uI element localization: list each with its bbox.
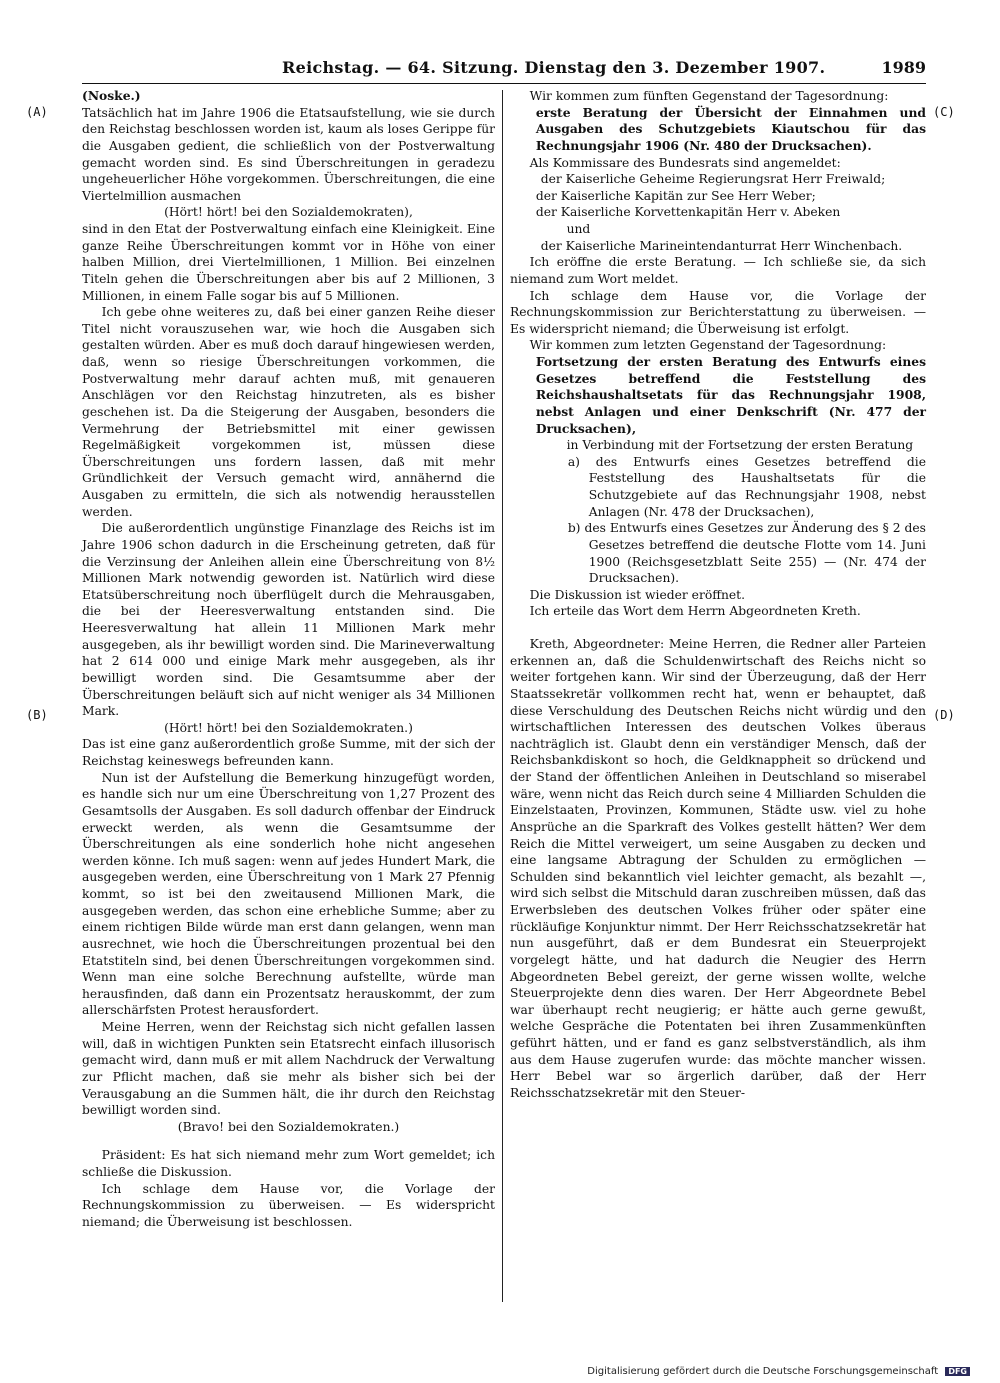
- page-number: 1989: [881, 58, 926, 77]
- paragraph: Tatsächlich hat im Jahre 1906 die Etatsaufstellung, wie sie durch den Reichstag beschlossen worden ist, kaum als loses Gerippe für die Ausgaben gedient, die schließlich von der Postverwaltung gemacht worden sind. Es sind Überschreitungen in geradezu ungeheuerlicher Höhe vorgekommen. Überschreitungen, die eine Viertelmillion ausmachen: [82, 105, 495, 203]
- margin-mark-a: (A): [26, 105, 48, 119]
- paragraph: Wir kommen zum letzten Gegenstand der Tagesordnung:: [529, 338, 887, 353]
- margin-mark-c: (C): [933, 105, 955, 119]
- interjection: (Hört! hört! bei den Sozialdemokraten.): [164, 720, 413, 735]
- commissioner: der Kaiserliche Marineintendanturrat Herr Winchenbach.: [540, 238, 903, 253]
- paragraph: Ich eröffne die erste Beratung. — Ich schließe sie, da sich niemand zum Wort meldet.: [510, 255, 926, 286]
- interjection: (Hört! hört! bei den Sozialdemokraten),: [164, 205, 413, 220]
- footer: [587, 1366, 970, 1377]
- paragraph: Ich erteile das Wort dem Herrn Abgeordneten Kreth.: [529, 604, 861, 619]
- paragraph: Ich gebe ohne weiteres zu, daß bei einer ganzen Reihe dieser Titel nicht vorauszusehen war, wie hoch die Ausgaben sich gestalten würden. Aber es muß doch darauf hingewiesen werden, daß, wenn so riesige Überschreitungen vorkommen, die Postverwaltung mehr darauf achten muß, mit genaueren Anschlägen vor den Reichstag hinzutreten, als es bisher geschehen ist. Da die Steigerung der Ausgaben, besonders die Vermehrung der Betriebsmittel mit einer gewissen Regelmäßigkeit vorgekommen ist, müssen diese Überschreitungen uns fordern lassen, daß mit mehr Gründlichkeit der Versuch gemacht wird, annähernd die Ausgaben zu ermitteln, die sich als notwendig herausstellen werden.: [82, 305, 495, 519]
- agenda-item: Fortsetzung der ersten Beratung des Entwurfs eines Gesetzes betreffend die Feststellung des Reichshaushaltsetats für das Rechnungsjahr 1908, nebst Anlagen und einer Denkschrift (Nr. 477 der Drucksachen),: [535, 354, 926, 436]
- header-rule: [82, 83, 926, 84]
- speaker-tag: (Noske.): [82, 88, 141, 103]
- column-divider: [502, 90, 503, 1302]
- page-header: [82, 58, 926, 80]
- paragraph: Als Kommissare des Bundesrats sind angemeldet:: [529, 155, 841, 170]
- paragraph: Das ist eine ganz außerordentlich große Summe, mit der sich der Reichstag keineswegs befreunden kann.: [82, 737, 495, 768]
- left-column: [82, 88, 495, 1231]
- paragraph: Ich schlage dem Hause vor, die Vorlage der Rechnungskommission zu überweisen. — Es widerspricht niemand; die Überweisung ist beschlossen.: [82, 1181, 495, 1229]
- paragraph: Die außerordentlich ungünstige Finanzlage des Reichs ist im Jahre 1906 schon dadurch in die Erscheinung getreten, daß für die Verzinsung der Anleihen allein eine Überschreitung von 8½ Millionen Mark notwendig geworden ist. Natürlich wird diese Etatsüberschreitung noch überflügelt durch die Mehrausgaben, die bei der Heeresverwaltung entstanden sind. Die Heeresverwaltung hat allein 11 Millionen Mark mehr ausgegeben, als ihr bewilligt worden sind. Die Marineverwaltung hat 2 614 000 und einige Mark mehr ausgegeben, als ihr bewilligt worden sind. Die Gesamtsumme aber der Überschreitungen beläuft sich auf nicht weniger als 34 Millionen Mark.: [82, 521, 495, 719]
- paragraph: sind in den Etat der Postverwaltung einfach eine Kleinigkeit. Eine ganze Reihe Überschreitungen kommt vor in Höhe von einer halben Million, drei Viertelmillionen, 1 Million. Bei einzelnen Titeln gehen die Überschreitungen aber bis auf 2 Millionen, 3 Millionen, in einem Falle sogar bis auf 5 Millionen.: [82, 222, 495, 303]
- paragraph: Meine Herren, wenn der Reichstag sich nicht gefallen lassen will, daß in wichtigen Punkten sein Etatsrecht einfach illusorisch gemacht wird, dann muß er mit allem Nachdruck der Verwaltung zur Pflicht machen, daß sie mehr als bisher sich bei der Verausgabung an die Summen hält, die ihr durch den Reichstag bewilligt worden sind.: [82, 1020, 495, 1118]
- paragraph: Nun ist der Aufstellung die Bemerkung hinzugefügt worden, es handle sich nur um eine Überschreitung von 1,27 Prozent des Gesamtsolls der Ausgaben. Es soll dadurch offenbar der Eindruck erweckt werden, als wenn die Gesamtsumme der Überschreitungen als eine sonderlich hohe nicht angesehen werden könne. Ich muß sagen: wenn auf jedes Hundert Mark, die ausgegeben werden, eine Überschreitung von 1 Mark 27 Pfennig kommt, so ist bei den zweitausend Millionen Mark, die ausgegeben werden, das schon eine erhebliche Summe; aber zu einem richtigen Bilde würde man erst dann gelangen, wenn man ausrechnet, wie hoch die Überschreitungen prozentual bei den Etatstiteln sind, bei denen Überschreitungen vorgekommen sind. Wenn man eine solche Berechnung aufstellte, würde man herausfinden, daß dann ein Prozentsatz herauskommt, der zum allerschärfsten Protest herausfordert.: [82, 770, 495, 1018]
- sub-item-b: b) des Entwurfs eines Gesetzes zur Änderung des § 2 des Gesetzes betreffend die deutsche Flotte vom 14. Juni 1900 (Reichsgesetzblatt Seite 255) — (Nr. 474 der Drucksachen).: [567, 521, 926, 586]
- dfg-logo-icon: DFG: [945, 1367, 970, 1376]
- margin-mark-d: (D): [933, 708, 955, 722]
- speech: Kreth, Abgeordneter: Meine Herren, die Redner aller Parteien erkennen an, daß die Schuldenwirtschaft des Reichs nicht so weiter fortgehen kann. Wir sind der Überzeugung, daß der Herr Staatssekretär vollkommen recht hat, wenn er behauptet, daß diese Verschuldung des Deutschen Reichs nicht würdig und den wirtschaftlichen Interessen des deutschen Volkes überaus nachträglich ist. Glaubt denn ein verständiger Mensch, daß der Reichsbankdiskont so hoch, die Geldknappheit so drückend und der Stand der öffentlichen Anleihen in Deutschland so miserabel wäre, wenn nicht das Reich durch seine 4 Milliarden Schulden die Einzelstaaten, Provinzen, Kommunen, Städte usw. viel zu hohe Ansprüche an die Sparkraft des Volkes gestellt hätten? Wer dem Reich die Mittel verweigert, um seine Ausgaben zu decken und eine langsame Abtragung der Schulden zu ermöglichen — Schulden sind bekanntlich viel leichter gemacht, als bezahlt —, wird sich selbst die Mitschuld daran zuschreiben müssen, daß das Erwerbsleben des deutschen Volkes früher oder später eine rückläufige Konjunktur nimmt. Der Herr Reichsschatzsekretär hat nun ausgeführt, daß er dem Bundesrat ein Steuerprojekt vorgelegt hätte, und hat dadurch die Neugier des Herrn Abgeordneten Bebel gereizt, der gerne wissen wollte, welche Steuerprojekte denn dies waren. Der Herr Abgeordnete Bebel war überhaupt recht neugierig; er hätte auch gerne gewußt, welche Gespräche die Potentaten bei ihren Zusammenkünften geführt hätten, und er fand es ganz selbstverständlich, als ihm aus dem Hause zugerufen wurde: das möchte mancher wissen. Herr Bebel war so ärgerlich darüber, daß der Herr Reichsschatzsekretär mit den Steuer-: [510, 637, 926, 1100]
- footer-text: Digitalisierung gefördert durch die Deutsche Forschungsgemeinschaft: [587, 1366, 939, 1377]
- page-title: Reichstag. — 64. Sitzung. Dienstag den 3. Dezember 1907.: [282, 58, 826, 77]
- sub-item-a: a) des Entwurfs eines Gesetzes betreffend die Feststellung des Haushaltsetats für die Schutzgebiete auf das Rechnungsjahr 1908, nebst Anlagen (Nr. 478 der Drucksachen),: [567, 454, 926, 519]
- commissioner: der Kaiserliche Geheime Regierungsrat Herr Freiwald;: [540, 172, 886, 187]
- commissioner: der Kaiserliche Kapitän zur See Herr Weber;: [535, 188, 816, 203]
- commissioner: der Kaiserliche Korvettenkapitän Herr v. Abeken: [535, 205, 841, 220]
- right-column: [510, 88, 926, 1102]
- paragraph: Wir kommen zum fünften Gegenstand der Tagesordnung:: [529, 89, 889, 103]
- margin-mark-b: (B): [26, 708, 48, 722]
- paragraph: Ich schlage dem Hause vor, die Vorlage der Rechnungskommission zur Berichterstattung zu überweisen. — Es widerspricht niemand; die Überweisung ist erfolgt.: [510, 288, 926, 336]
- commissioner: und: [566, 222, 591, 236]
- paragraph: Präsident: Es hat sich niemand mehr zum Wort gemeldet; ich schließe die Diskussion.: [82, 1148, 495, 1179]
- paragraph: in Verbindung mit der Fortsetzung der ersten Beratung: [566, 438, 914, 453]
- interjection: (Bravo! bei den Sozialdemokraten.): [177, 1119, 400, 1134]
- paragraph: Die Diskussion ist wieder eröffnet.: [529, 587, 746, 602]
- agenda-item: erste Beratung der Übersicht der Einnahmen und Ausgaben des Schutzgebiets Kiautschou für das Rechnungsjahr 1906 (Nr. 480 der Drucksachen).: [535, 104, 926, 153]
